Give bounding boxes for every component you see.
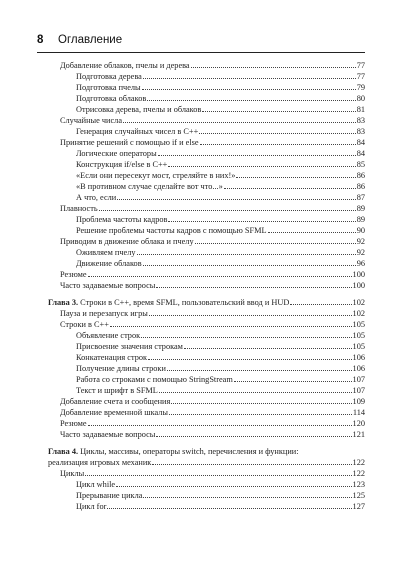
toc-row[interactable] [76, 104, 365, 115]
toc-entry-label [76, 181, 223, 192]
toc-page-number: 125 [352, 491, 365, 500]
toc-page-number: 96 [356, 259, 365, 268]
toc-row[interactable] [60, 396, 365, 407]
toc-page-number: 77 [356, 72, 365, 81]
toc-row[interactable] [60, 236, 365, 247]
toc-dot-leader [167, 363, 352, 371]
toc-dot-leader [107, 501, 351, 509]
toc-entry-label [76, 148, 157, 159]
toc-page-number: 92 [356, 248, 365, 257]
toc-entry-label [60, 203, 98, 214]
toc-chapter-number: Глава 4. [48, 447, 79, 456]
toc-entry-label [60, 137, 199, 148]
toc-dot-leader [159, 385, 352, 393]
toc-dot-leader [268, 225, 356, 233]
toc-entry-text: Циклы [60, 469, 85, 478]
toc-entry-label [76, 159, 167, 170]
toc-dot-leader [147, 93, 355, 101]
toc-dot-leader [200, 137, 356, 145]
toc-entry-text: Приводим в движение облака и пчелу [60, 237, 194, 246]
toc-entry-text: Текст и шрифт в SFML [76, 386, 158, 395]
toc-row[interactable] [76, 258, 365, 269]
toc-dot-leader [148, 352, 352, 360]
toc-page-number: 106 [352, 353, 365, 362]
toc-row[interactable] [76, 385, 365, 396]
toc-entry-text: Объявление строк [76, 331, 141, 340]
toc-page-number: 100 [352, 281, 365, 290]
toc-dot-leader [88, 418, 352, 426]
toc-dot-leader [168, 214, 355, 222]
toc-page-number: 84 [356, 149, 365, 158]
toc-entry-label [76, 82, 141, 93]
toc-dot-leader [168, 159, 355, 167]
toc-entry-label [76, 258, 142, 269]
toc-chapter-heading [48, 446, 299, 457]
toc-page-number: 105 [352, 320, 365, 329]
toc-entry-text: Принятие решений с помощью if и else [60, 138, 199, 147]
toc-page-number: 105 [352, 331, 365, 340]
toc-page-number: 123 [352, 480, 365, 489]
toc-page-number: 109 [352, 397, 365, 406]
toc-row[interactable] [76, 82, 365, 93]
toc-page-number: 105 [352, 342, 365, 351]
toc-entry-text: реализация игровых механик [48, 458, 152, 467]
toc-page-number: 89 [356, 204, 365, 213]
toc-entry-label [60, 468, 84, 479]
toc-entry-label [60, 429, 155, 440]
toc-row[interactable] [48, 457, 365, 468]
toc-entry-text: Движение облаков [76, 259, 142, 268]
toc-entry-text: Логические операторы [76, 149, 157, 158]
toc-page-number: 83 [356, 127, 365, 136]
toc-page-number: 89 [356, 215, 365, 224]
toc-dot-leader [156, 280, 351, 288]
toc-dot-leader [191, 60, 356, 68]
toc-page-number: 107 [352, 386, 365, 395]
toc-dot-leader [199, 126, 355, 134]
toc-entry-text: Случайные числа [60, 116, 123, 125]
toc-entry-text: Циклы, массивы, операторы switch, перечисления и функции: [78, 447, 299, 456]
toc-row[interactable] [76, 214, 365, 225]
toc-dot-leader [290, 297, 351, 305]
toc-entry-label [76, 490, 142, 501]
toc-entry-label [76, 214, 167, 225]
toc-dot-leader [143, 258, 356, 266]
toc-entry-label [76, 71, 142, 82]
toc-entry-label [60, 115, 122, 126]
toc-dot-leader [202, 104, 355, 112]
toc-dot-leader [224, 181, 356, 189]
toc-dot-leader [137, 247, 356, 255]
toc-entry-text: «Если они пересекут мост, стреляйте в них!» [76, 171, 236, 180]
toc-dot-leader [141, 330, 351, 338]
toc-entry-label [48, 297, 289, 308]
toc-entry-text: Цикл for [76, 502, 107, 511]
toc-row[interactable] [76, 479, 365, 490]
toc-entry-text: Отрисовка дерева, пчелы и облаков [76, 105, 202, 114]
toc-entry-label [76, 104, 201, 115]
running-header [0, 24, 410, 46]
toc-dot-leader [152, 457, 351, 465]
toc-row[interactable] [60, 203, 365, 214]
toc-page-number: 86 [356, 171, 365, 180]
toc-entry-text: Конкатенация строк [76, 353, 148, 362]
toc-row[interactable] [60, 308, 365, 319]
toc-entry-text: А что, если [76, 193, 117, 202]
toc-entry-label [76, 93, 146, 104]
toc-page-number: 120 [352, 419, 365, 428]
toc-dot-leader [143, 71, 356, 79]
toc-row[interactable] [76, 192, 365, 203]
toc-dot-leader [171, 396, 351, 404]
toc-row[interactable] [76, 374, 365, 385]
toc-entry-text: Часто задаваемые вопросы [60, 281, 156, 290]
toc-entry-text: Проблема частоты кадров [76, 215, 168, 224]
toc-page-number: 121 [352, 430, 365, 439]
toc-page-number: 81 [356, 105, 365, 114]
toc-entry-label [76, 374, 233, 385]
toc-entry-text: «В противном случае сделайте вот что...» [76, 182, 223, 191]
toc-entry-label [76, 170, 235, 181]
toc-entry-label [76, 479, 115, 490]
toc-entry-label [76, 501, 106, 512]
toc-entry-label [60, 407, 168, 418]
toc-row[interactable] [76, 148, 365, 159]
toc-dot-leader [234, 374, 352, 382]
toc-page-number: 86 [356, 182, 365, 191]
toc-dot-leader [123, 115, 356, 123]
toc-entry-text: Решение проблемы частоты кадров с помощью SFML [76, 226, 267, 235]
toc-entry-label [76, 330, 140, 341]
toc-entry-label [60, 236, 194, 247]
page-number: 8 [37, 34, 44, 46]
toc-row[interactable] [76, 170, 365, 181]
toc-chapter-row[interactable] [48, 297, 365, 308]
toc-entry-label [60, 396, 170, 407]
toc-page-number: 87 [356, 193, 365, 202]
toc-dot-leader [88, 269, 352, 277]
toc-entry-label [60, 319, 109, 330]
toc-entry-label [76, 385, 158, 396]
toc-page-number: 83 [356, 116, 365, 125]
toc-row[interactable] [76, 181, 365, 192]
toc-page-number: 84 [356, 138, 365, 147]
toc-entry-text: Работа со строками с помощью StringStream [76, 375, 233, 384]
toc-entry-label [76, 247, 136, 258]
toc-page-number: 100 [352, 270, 365, 279]
toc-row[interactable] [60, 269, 365, 280]
toc-row[interactable] [76, 225, 365, 236]
toc-dot-leader [110, 319, 352, 327]
toc-dot-leader [236, 170, 355, 178]
toc-page-number: 122 [352, 458, 365, 467]
toc-page-number: 77 [356, 61, 365, 70]
toc-dot-leader [184, 341, 352, 349]
toc-dot-leader [85, 468, 351, 476]
toc-dot-leader [117, 192, 355, 200]
toc-row[interactable] [60, 468, 365, 479]
toc-entry-text: Присвоение значения строкам [76, 342, 183, 351]
toc-page-number: 114 [352, 408, 365, 417]
toc-row[interactable] [76, 93, 365, 104]
toc-row[interactable] [60, 418, 365, 429]
toc-page-number: 122 [352, 469, 365, 478]
toc-entry-text: Часто задаваемые вопросы [60, 430, 156, 439]
toc-entry-label [76, 341, 183, 352]
toc-dot-leader [143, 490, 351, 498]
toc-chapter-number: Глава 3. [48, 298, 79, 307]
toc-entry-text: Строки в C++, время SFML, пользовательский ввод и HUD [78, 298, 290, 307]
toc-entry-text: Генерация случайных чисел в C++ [76, 127, 199, 136]
toc-entry-label [76, 126, 198, 137]
toc-entry-label [76, 352, 147, 363]
toc-row[interactable] [60, 319, 365, 330]
toc-entry-text: Прерывание цикла [76, 491, 143, 500]
toc-row[interactable] [60, 407, 365, 418]
toc-row[interactable] [76, 352, 365, 363]
toc-entry-text: Цикл while [76, 480, 116, 489]
toc-row[interactable] [60, 137, 365, 148]
toc-row[interactable] [60, 429, 365, 440]
toc-page-number: 80 [356, 94, 365, 103]
toc-row[interactable] [76, 341, 365, 352]
toc-row[interactable] [76, 490, 365, 501]
toc-entry-label [76, 363, 166, 374]
toc-entry-text: Добавление временной шкалы [60, 408, 168, 417]
toc-entry-text: Плавность [60, 204, 98, 213]
toc-entry-text: Получение длины строки [76, 364, 166, 373]
toc-row[interactable] [76, 330, 365, 341]
toc-row[interactable] [60, 280, 365, 291]
toc-entry-text: Резюме [60, 270, 87, 279]
toc-row[interactable] [76, 159, 365, 170]
toc-row[interactable] [60, 60, 365, 71]
toc-entry-label [76, 192, 116, 203]
toc-page-number: 85 [356, 160, 365, 169]
toc-entry-text: Подготовка пчелы [76, 83, 141, 92]
toc-entry-label [60, 418, 87, 429]
toc-dot-leader [156, 429, 351, 437]
toc-entry-label [48, 457, 151, 468]
toc-row[interactable] [76, 363, 365, 374]
toc-entry-label [60, 269, 87, 280]
toc-entry-text: Оживляем пчелу [76, 248, 136, 257]
running-title: Оглавление [58, 34, 123, 46]
toc-entry-label [60, 280, 155, 291]
toc-dot-leader [195, 236, 356, 244]
toc-entry-text: Подготовка дерева [76, 72, 142, 81]
toc-entry-text: Строки в C++ [60, 320, 109, 329]
toc-dot-leader [142, 82, 356, 90]
toc-entry-text: Добавление облаков, пчелы и дерева [60, 61, 190, 70]
toc-page-number: 102 [352, 309, 365, 318]
toc-row[interactable] [76, 247, 365, 258]
toc-entry-label [76, 225, 267, 236]
toc-dot-leader [116, 479, 351, 487]
toc-entry-text: Пауза и перезапуск игры [60, 309, 148, 318]
toc-entry-label [60, 308, 148, 319]
toc-page-number: 127 [352, 502, 365, 511]
toc-dot-leader [149, 308, 352, 316]
toc-page-number: 107 [352, 375, 365, 384]
header-rule [37, 52, 365, 53]
toc-row[interactable] [76, 126, 365, 137]
toc-entry-text: Подготовка облаков [76, 94, 147, 103]
toc-page-number: 102 [352, 298, 365, 307]
toc-page-number: 92 [356, 237, 365, 246]
toc-entry-label [60, 60, 190, 71]
toc-entry-text: Резюме [60, 419, 87, 428]
toc-row[interactable] [76, 501, 365, 512]
toc-page-number: 90 [356, 226, 365, 235]
toc-dot-leader [158, 148, 356, 156]
toc-entry-text: Конструкция if/else в C++ [76, 160, 168, 169]
toc-entry-text: Добавление счета и сообщения [60, 397, 171, 406]
toc-row[interactable] [60, 115, 365, 126]
toc-page-number: 79 [356, 83, 365, 92]
toc-dot-leader [169, 407, 352, 415]
toc-page-number: 106 [352, 364, 365, 373]
toc-dot-leader [99, 203, 356, 211]
toc-row[interactable] [76, 71, 365, 82]
